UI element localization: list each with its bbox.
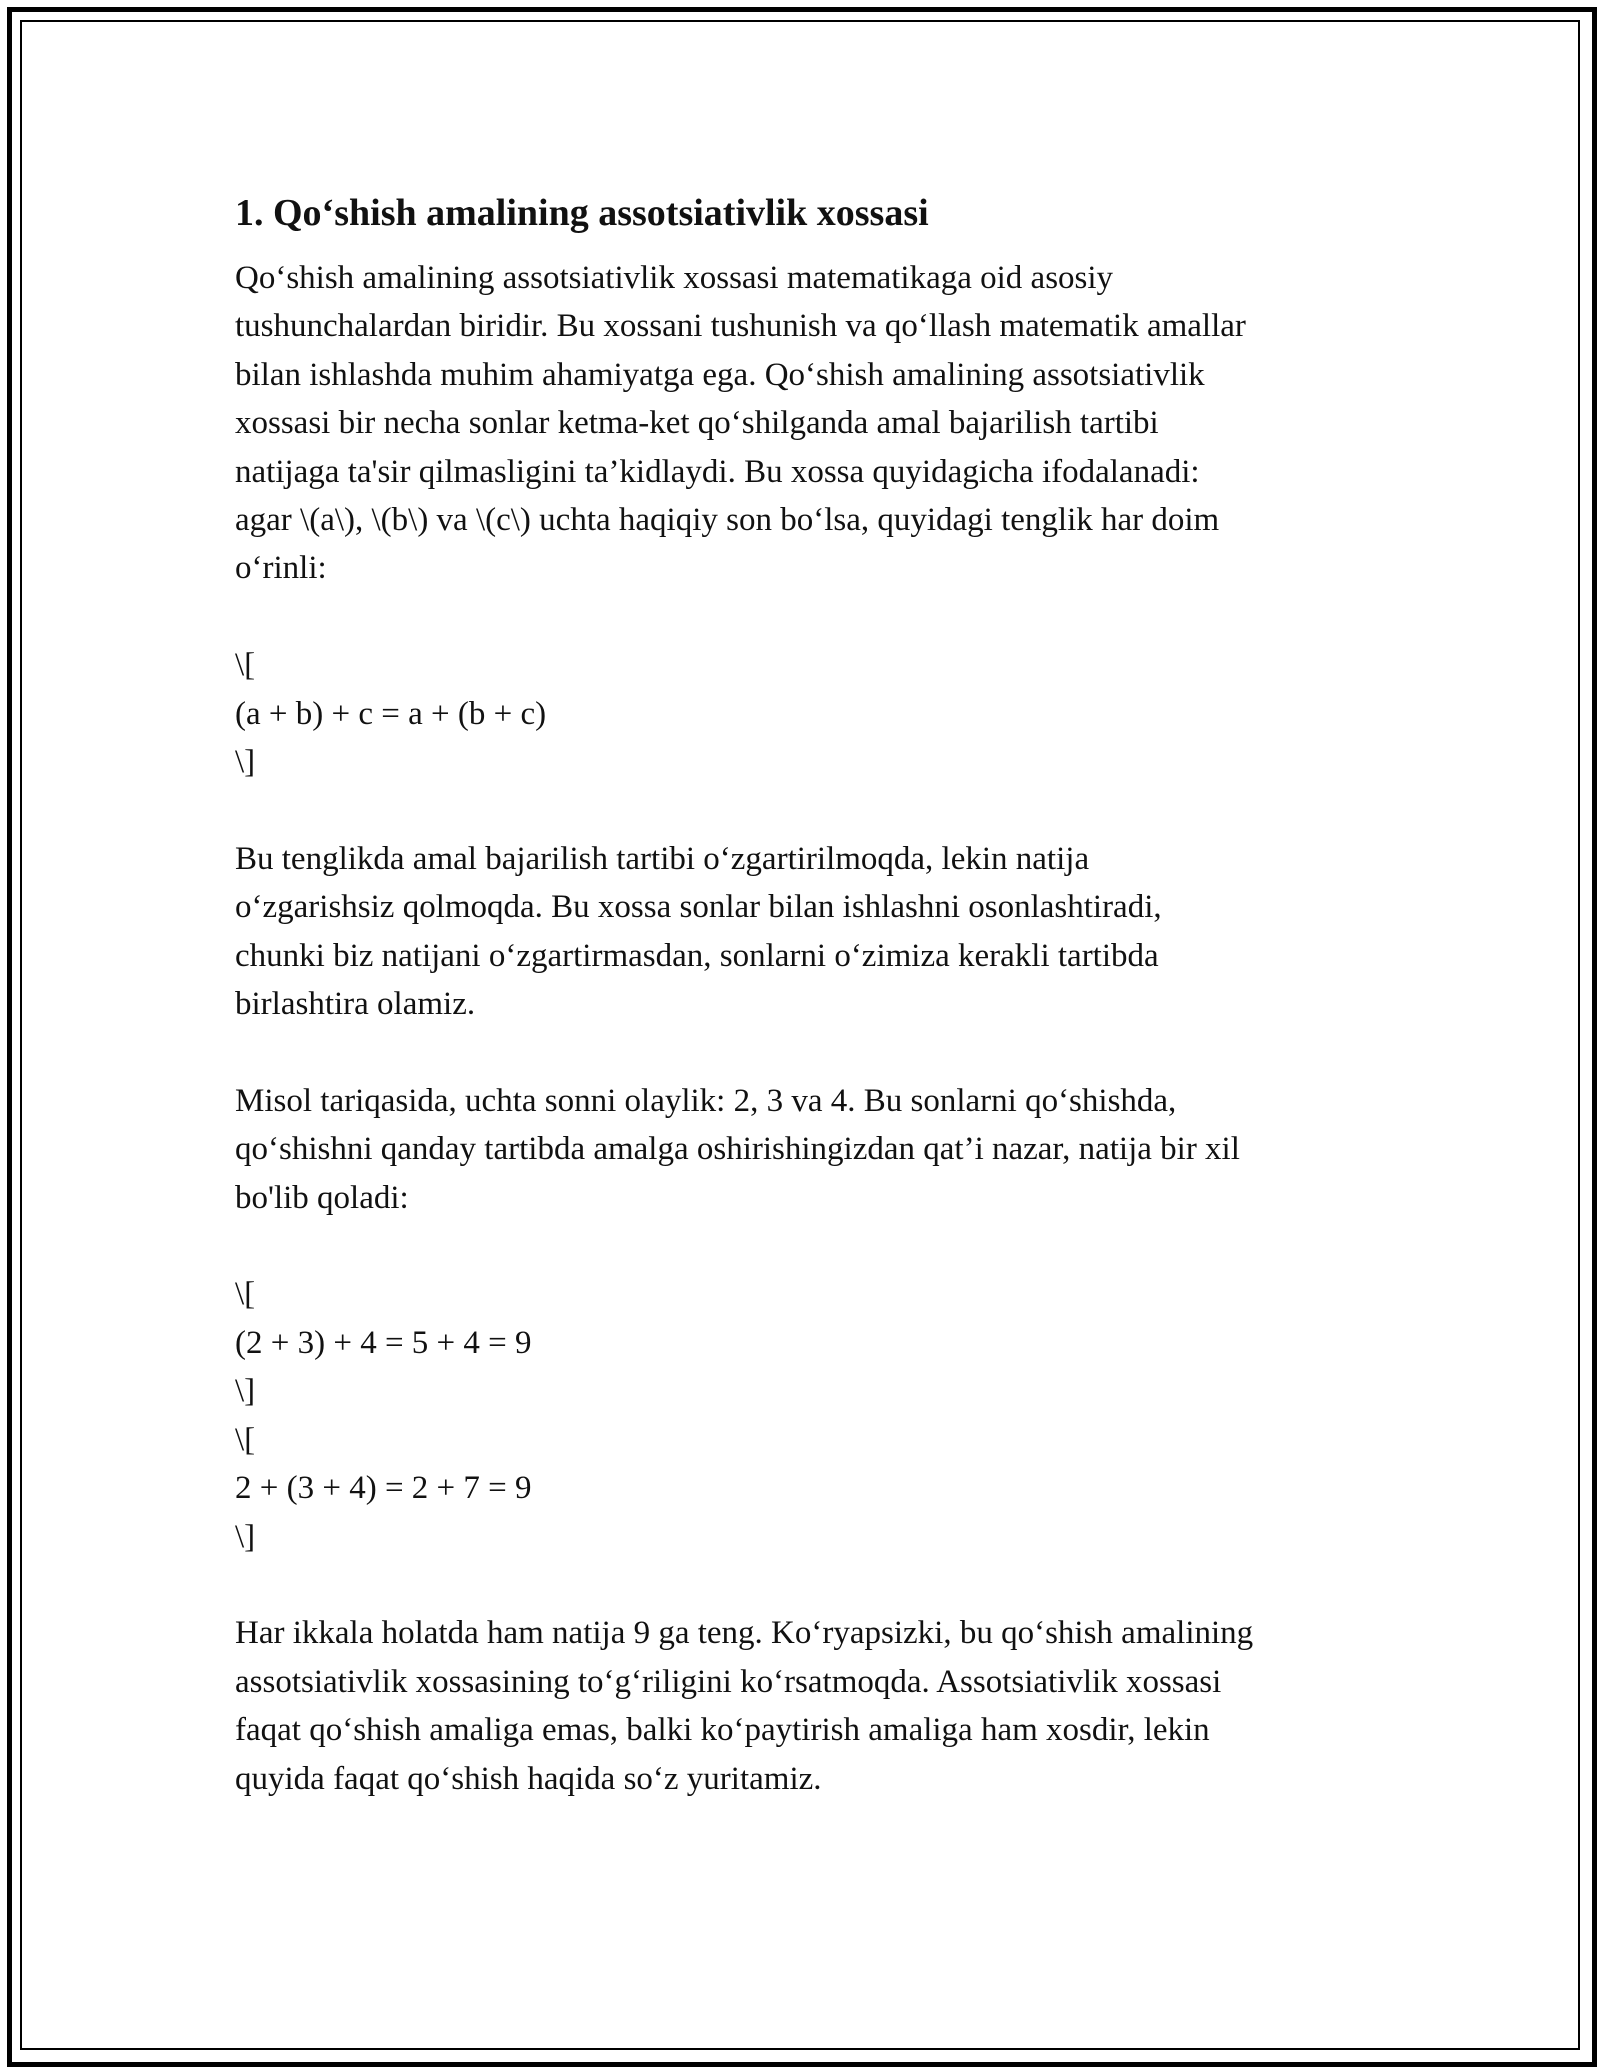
formula-block-general: \[ (a + b) + c = a + (b + c) \] (235, 647, 547, 781)
document-body (235, 186, 1385, 1803)
example-intro-paragraph: Misol tariqasida, uchta sonni olaylik: 2, 3 va 4. Bu sonlarni qo‘shishda, qo‘shishni qanday tartibda amalga oshirishingizdan qat’i nazar, natija bir xil bo'lib qoladi: (235, 1082, 1240, 1216)
section-heading: 1. Qo‘shish amalining assotsiativlik xossasi (235, 192, 929, 234)
explanation-paragraph: Bu tenglikda amal bajarilish tartibi o‘zgartirilmoqda, lekin natija o‘zgarishsiz qolmoqda. Bu xossa sonlar bilan ishlashni osonlashtiradi, chunki biz natijani o‘zgartirmasdan, sonlarni o‘zimiza kerakli tartibda birlashtira olamiz. (235, 840, 1162, 1023)
intro-paragraph: Qo‘shish amalining assotsiativlik xossasi matematikaga oid asosiy tushunchalardan biridir. Bu xossani tushunish va qo‘llash matematik amallar bilan ishlashda muhim ahamiyatga ega. Qo‘shish amalining assotsiativlik xossasi bir necha sonlar ketma-ket qo‘shilganda amal bajarilish tartibi natijaga ta'sir qilmasligini ta’kidlaydi. Bu xossa quyidagicha ifodalanadi: agar \(a\), \(b\) va \(c\) uchta haqiqiy son bo‘lsa, quyidagi tenglik har doim o‘rinli: (235, 260, 1246, 587)
conclusion-paragraph: Har ikkala holatda ham natija 9 ga teng. Ko‘ryapsizki, bu qo‘shish amalining assotsiativlik xossasining to‘g‘riligini ko‘rsatmoqda. Assotsiativlik xossasi faqat qo‘shish amaliga emas, balki ko‘paytirish amaliga ham xosdir, lekin quyida faqat qo‘shish haqida so‘z yuritamiz. (235, 1615, 1254, 1797)
formula-block-example: \[ (2 + 3) + 4 = 5 + 4 = 9 \] \[ 2 + (3 + 4) = 2 + 7 = 9 \] (235, 1276, 532, 1555)
